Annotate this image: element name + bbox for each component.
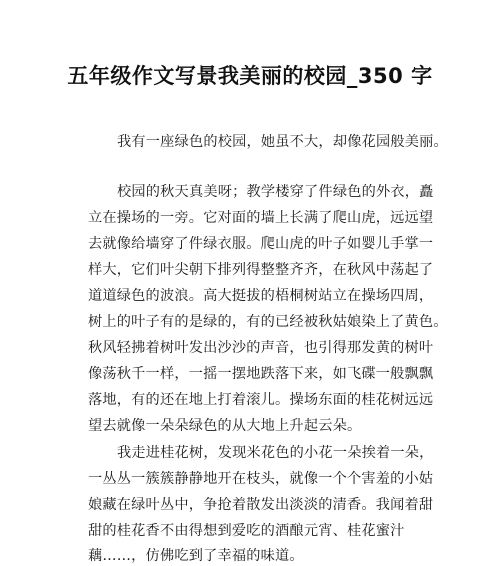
paragraph-line: 树上的叶子有的是绿的，有的已经被秋姑娘染上了黄色。: [88, 314, 448, 330]
paragraph-line: 我走进桂花树，发现米花色的小花一朵挨着一朵，: [117, 445, 434, 461]
paragraph-line: 像荡秋千一样，一摇一摆地跌落下来，如飞碟一般飘飘: [88, 366, 434, 382]
paragraph-line: 望去就像一朵朵绿色的从大地上升起云朵。: [88, 418, 362, 434]
paragraph-line: 我有一座绿色的校园，她虽不大，却像花园般美丽。: [117, 134, 448, 150]
paragraph-line: 校园的秋天真美呀；教学楼穿了件绿色的外衣，矗: [117, 184, 434, 200]
paragraph-line: 落地，有的还在地上打着滚儿。操场东面的桂花树远远: [88, 392, 434, 408]
paragraph-line: 甜的桂花香不由得想到爱吃的酒酿元宵、桂花蜜汁: [88, 523, 405, 539]
paragraph-line: 去就像给墙穿了件绿衣服。爬山虎的叶子如婴儿手掌一: [88, 236, 434, 252]
paragraph-line: 立在操场的一旁。它对面的墙上长满了爬山虎，远远望: [88, 210, 434, 226]
paragraph-line: 道道绿色的波浪。高大挺拔的梧桐树站立在操场四周，: [88, 288, 434, 304]
paragraph-line: 一丛丛一簇簇静静地开在枝头，就像一个个害羞的小姑: [88, 471, 434, 487]
paragraph-line: 秋风轻拂着树叶发出沙沙的声音，也引得那发黄的树叶: [88, 340, 434, 356]
document-title: 五年级作文写景我美丽的校园_350 字: [67, 64, 433, 88]
paragraph-line: 娘藏在绿叶丛中，争抢着散发出淡淡的清香。我闻着甜: [88, 497, 434, 513]
paragraph-line: 样大，它们叶尖朝下排列得整整齐齐，在秋风中荡起了: [88, 262, 434, 278]
paragraph-line: 藕……，仿佛吃到了幸福的味道。: [88, 548, 304, 564]
